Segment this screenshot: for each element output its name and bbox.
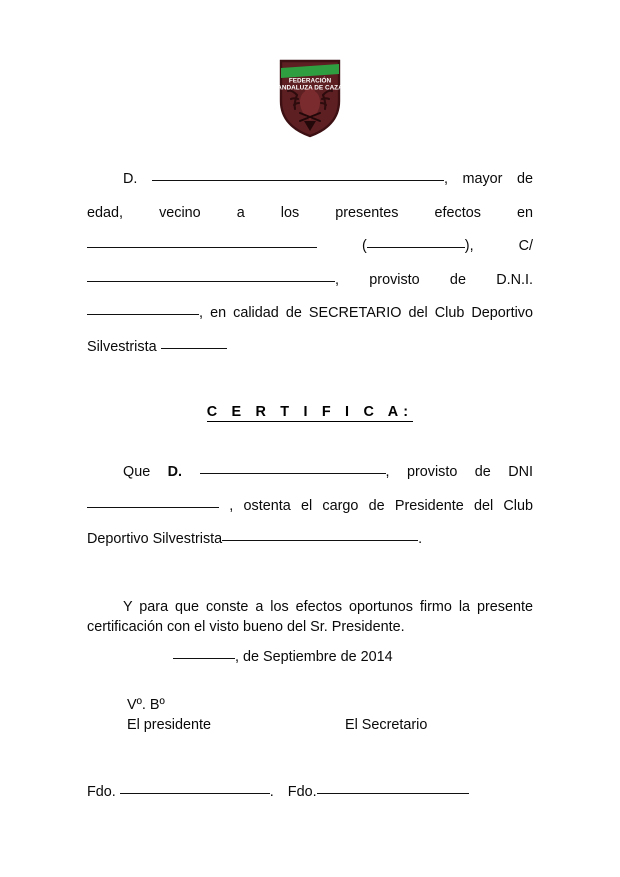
certifica-club-blank-rule[interactable] (222, 530, 418, 541)
certifica-section (87, 456, 533, 557)
que-word: Que (123, 464, 151, 480)
certifica-text-2: , ostenta el cargo de Presidente del Club Deportivo Silvestrista (87, 497, 533, 547)
certifica-text-1: , provisto de DNI (385, 464, 534, 480)
logo-block (0, 57, 620, 144)
street-blank-rule[interactable] (87, 270, 335, 281)
certifica-paragraph (87, 456, 533, 557)
intro-text-2: , provisto de D.N.I. (335, 271, 533, 288)
fdo-left-label: Fdo. (87, 784, 116, 800)
intro-text-3: , en calidad de SECRETARIO del Club Deportivo Silvestrista (87, 305, 533, 355)
date-line (87, 646, 533, 668)
paren-open: ( (362, 238, 367, 254)
certifica-heading-wrap (0, 403, 620, 422)
fdo-line (87, 782, 533, 802)
shield-icon (277, 57, 343, 139)
club-blank-rule[interactable] (161, 337, 227, 348)
president-role-label: El presidente (127, 717, 211, 733)
intro-paragraph (87, 163, 533, 364)
dni-blank-rule[interactable] (87, 304, 199, 315)
intro-text-1: , mayor de edad, vecino a los presentes efectos en (87, 171, 534, 221)
signature-row-vobo (87, 695, 533, 715)
signature-block (87, 695, 533, 735)
logo-line1: FEDERACIÓN (288, 77, 332, 85)
fdo-left-blank-rule[interactable] (120, 783, 270, 794)
vobo-label: Vº. Bº (127, 697, 165, 713)
closing-paragraph (87, 598, 533, 637)
signature-row-roles (87, 715, 533, 735)
locality-blank-rule[interactable] (87, 237, 317, 248)
logo-line2: ANDALUZA DE CAZA (277, 84, 343, 92)
name-blank-rule[interactable] (152, 170, 444, 181)
president-dni-blank-rule[interactable] (87, 496, 219, 507)
street-prefix: C/ (518, 238, 533, 254)
president-d: D. (167, 464, 183, 480)
certifica-period: . (418, 531, 423, 547)
closing-section (87, 598, 533, 637)
intro-section (87, 163, 533, 364)
date-text: , de Septiembre de 2014 (235, 649, 393, 665)
salutation-d: D. (123, 171, 138, 187)
president-name-blank-rule[interactable] (200, 463, 386, 474)
province-blank-rule[interactable] (367, 237, 465, 248)
paren-close: ), (464, 238, 474, 254)
fdo-right-label: Fdo. (287, 784, 317, 800)
fdo-right-blank-rule[interactable] (317, 783, 469, 794)
certifica-heading: C E R T I F I C A: (206, 404, 414, 420)
fdo-left-period: . (269, 784, 274, 800)
secretary-role-label: El Secretario (345, 717, 428, 733)
federation-shield-logo (277, 57, 343, 139)
date-day-blank-rule[interactable] (173, 648, 235, 659)
closing-text: Y para que conste a los efectos oportunos firmo la presente certificación con el visto bueno del Sr. Presidente. (87, 599, 533, 635)
